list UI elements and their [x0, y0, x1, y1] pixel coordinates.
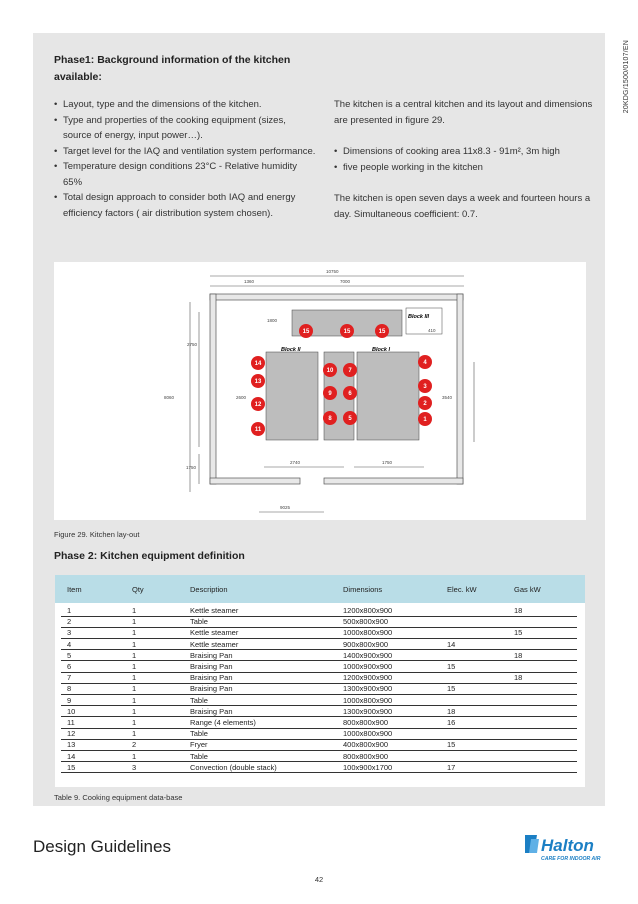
cell-qty: 1 [132, 729, 137, 739]
bullet-dot: • [334, 161, 338, 173]
cell-description: Table [190, 729, 208, 739]
cell-description: Fryer [190, 740, 208, 750]
table-row [61, 650, 577, 662]
block-ii-label: Block II [281, 347, 301, 353]
cell-item: 12 [67, 729, 76, 739]
footer-title: Design Guidelines [33, 837, 171, 856]
marker-7: 7 [348, 368, 352, 374]
marker-4: 4 [423, 360, 427, 366]
dim-left-upper: 2750 [187, 342, 198, 347]
dim-left-height: 8060 [164, 395, 175, 400]
marker-13: 13 [254, 379, 262, 385]
cell-item: 8 [67, 684, 72, 694]
logo-tagline: CARE FOR INDOOR AIR [541, 856, 601, 862]
cell-item: 5 [67, 650, 72, 660]
cell-item: 14 [67, 751, 76, 761]
phase1-bullet [54, 113, 316, 144]
table-row [61, 672, 577, 684]
cell-description: Table [190, 751, 208, 761]
cell-qty: 1 [132, 695, 137, 705]
halton-logo [525, 833, 607, 863]
kitchen-plan-drawing [54, 262, 586, 520]
cell-elec: 16 [447, 718, 456, 727]
table-row [61, 695, 577, 707]
cell-item: 11 [67, 718, 75, 727]
cell-qty: 1 [132, 639, 137, 649]
bullet-dot: • [54, 145, 58, 157]
bullet-dot: • [54, 114, 58, 126]
bullet-text: Target level for the IAQ and ventilation system performance. [63, 145, 316, 157]
dim-top-total: 10750 [326, 269, 339, 274]
phase1-bullet [54, 190, 316, 221]
cell-dimensions: 1200x800x900 [343, 606, 393, 615]
cell-dimensions: 1400x900x900 [343, 650, 393, 660]
marker-2: 2 [423, 401, 427, 407]
bullet-dot: • [54, 99, 58, 110]
bullet-dot: • [334, 146, 338, 157]
table-row [61, 762, 577, 774]
phase2-title: Phase 2: Kitchen equipment definition [54, 550, 245, 562]
marker-12: 12 [254, 402, 262, 408]
kitchen-layout-figure [54, 262, 586, 520]
fact-bullet [334, 144, 596, 160]
cell-elec: 15 [447, 740, 456, 750]
cell-description: Braising Pan [190, 650, 233, 660]
dim-door: 9025 [280, 505, 291, 510]
cell-dimensions: 800x800x900 [343, 718, 389, 727]
cell-dimensions: 400x800x900 [343, 740, 389, 750]
cell-dimensions: 900x800x900 [343, 639, 389, 649]
dim-left-gap: 2600 [236, 395, 247, 400]
table-row [61, 605, 577, 617]
cell-description: Table [190, 695, 208, 705]
dim-bottom-a: 2740 [290, 460, 301, 465]
kitchen-schedule: The kitchen is open seven days a week and fourteen hours a day. Simultaneous coefficient: 0.7. [334, 193, 591, 220]
cell-description: Braising Pan [190, 662, 233, 671]
marker-15: 15 [302, 329, 310, 335]
phase1-left-column [54, 97, 316, 221]
col-dimensions: Dimensions [343, 585, 383, 594]
cell-qty: 1 [132, 751, 137, 761]
bullet-text: Dimensions of cooking area 11x8.3 - 91m², 3m high [343, 146, 560, 157]
equipment-table [55, 575, 585, 787]
cell-item: 13 [67, 740, 76, 750]
cell-qty: 2 [132, 740, 137, 750]
cell-gas: 18 [514, 673, 523, 683]
cell-elec: 15 [447, 662, 456, 671]
table-row [61, 639, 577, 651]
cell-description: Braising Pan [190, 673, 233, 683]
table-row [61, 661, 577, 673]
cell-item: 2 [67, 617, 72, 627]
cell-elec: 17 [447, 762, 456, 772]
cell-qty: 1 [132, 628, 137, 638]
page-number: 42 [314, 875, 324, 884]
bullet-text: Type and properties of the cooking equipment (sizes, source of energy, input power…). [63, 114, 286, 141]
cell-description: Braising Pan [190, 684, 233, 694]
table-row [61, 616, 577, 628]
cell-qty: 1 [132, 718, 137, 727]
figure-caption: Figure 29. Kitchen lay-out [54, 530, 140, 539]
bullet-text: five people working in the kitchen [343, 161, 483, 173]
kitchen-facts [334, 144, 596, 175]
bullet-text: Temperature design conditions 23°C - Relative humidity 65% [63, 161, 298, 188]
cell-dimensions: 1300x900x900 [343, 706, 393, 716]
dim-left-lower: 1750 [186, 465, 197, 470]
cell-dimensions: 1000x800x900 [343, 729, 393, 739]
cell-elec: 15 [447, 684, 456, 694]
bullet-dot: • [54, 192, 58, 203]
phase1-bullet [54, 159, 316, 190]
col-qty: Qty [132, 585, 144, 594]
cell-item: 6 [67, 662, 72, 671]
cell-item: 4 [67, 639, 72, 649]
cell-dimensions: 800x800x900 [343, 751, 389, 761]
fact-bullet [334, 160, 596, 176]
bullet-dot: • [54, 161, 58, 172]
marker-5: 5 [348, 416, 352, 422]
kitchen-intro: The kitchen is a central kitchen and its layout and dimensions are presented in figure 29. [334, 99, 593, 126]
dim-hood-width: 1800 [267, 318, 278, 323]
table-row [61, 683, 577, 695]
cell-dimensions: 1200x900x900 [343, 673, 393, 683]
phase1-bullet [54, 144, 316, 160]
cell-dimensions: 500x800x900 [343, 617, 389, 627]
cell-gas: 15 [514, 628, 523, 638]
dim-top-left: 1360 [244, 279, 255, 284]
marker-15: 15 [378, 329, 386, 335]
table-header [55, 575, 585, 603]
dim-bottom-b: 1750 [382, 460, 393, 465]
halton-logo-mark [525, 833, 607, 863]
phase1-bullet [54, 97, 316, 113]
marker-8: 8 [328, 416, 332, 422]
document-code: 20KDG/1500/0107/EN [623, 40, 630, 114]
cell-dimensions: 1000x900x900 [343, 662, 393, 671]
logo-wordmark: Halton [541, 836, 594, 855]
marker-6: 6 [348, 391, 352, 397]
cell-item: 10 [67, 706, 76, 716]
cell-description: Table [190, 617, 208, 627]
table-row [61, 751, 577, 763]
marker-3: 3 [423, 384, 427, 390]
cell-description: Kettle steamer [190, 628, 239, 638]
marker-10: 10 [326, 368, 334, 374]
table-row [61, 627, 577, 639]
marker-9: 9 [328, 391, 332, 397]
cell-description: Convection (double stack) [190, 762, 277, 772]
dim-right-height: 3540 [442, 395, 453, 400]
col-elec: Elec. kW [447, 585, 477, 594]
dim-right-note: 410 [428, 328, 436, 333]
cell-item: 1 [67, 606, 72, 615]
cell-elec: 18 [447, 706, 456, 716]
cell-description: Kettle steamer [190, 639, 239, 649]
bullet-text: Layout, type and the dimensions of the kitchen. [63, 99, 262, 110]
phase1-title: Phase1: Background information of the kitchen available: [54, 54, 291, 83]
cell-qty: 1 [132, 650, 137, 660]
cell-description: Braising Pan [190, 706, 233, 716]
cell-qty: 1 [132, 673, 137, 683]
cell-qty: 3 [132, 762, 137, 772]
cell-gas: 18 [514, 606, 523, 615]
marker-15: 15 [343, 329, 351, 335]
dim-top-mid: 7000 [340, 279, 351, 284]
cell-description: Kettle steamer [190, 606, 239, 615]
cell-dimensions: 100x900x1700 [343, 762, 393, 772]
table-caption: Table 9. Cooking equipment data-base [54, 793, 183, 802]
col-gas: Gas kW [514, 585, 541, 594]
cell-item: 15 [67, 762, 76, 772]
cell-dimensions: 1000x800x900 [343, 695, 393, 705]
col-item: Item [67, 585, 82, 594]
col-description: Description [190, 585, 228, 594]
block-i-label: Block I [372, 347, 391, 353]
cell-item: 9 [67, 695, 72, 705]
marker-11: 11 [254, 427, 262, 433]
marker-14: 14 [254, 361, 262, 367]
table-row [61, 717, 577, 729]
marker-1: 1 [423, 417, 427, 423]
cell-item: 3 [67, 628, 72, 638]
cell-item: 7 [67, 673, 72, 683]
bullet-text: Total design approach to consider both IAQ and energy efficiency factors ( air distribution system chosen). [63, 192, 296, 219]
cell-dimensions: 1000x800x900 [343, 628, 393, 638]
table-row [61, 728, 577, 740]
cell-qty: 1 [132, 606, 137, 615]
cell-dimensions: 1300x900x900 [343, 684, 393, 694]
cell-qty: 1 [132, 617, 137, 627]
cell-elec: 14 [447, 639, 456, 649]
phase1-right-column [334, 97, 596, 238]
cell-qty: 1 [132, 706, 137, 716]
block-iii-label: Block III [408, 314, 430, 320]
cell-gas: 18 [514, 650, 523, 660]
table-row [61, 706, 577, 718]
cell-qty: 1 [132, 684, 137, 694]
cell-description: Range (4 elements) [190, 718, 256, 727]
table-row [61, 739, 577, 751]
cell-qty: 1 [132, 662, 137, 671]
